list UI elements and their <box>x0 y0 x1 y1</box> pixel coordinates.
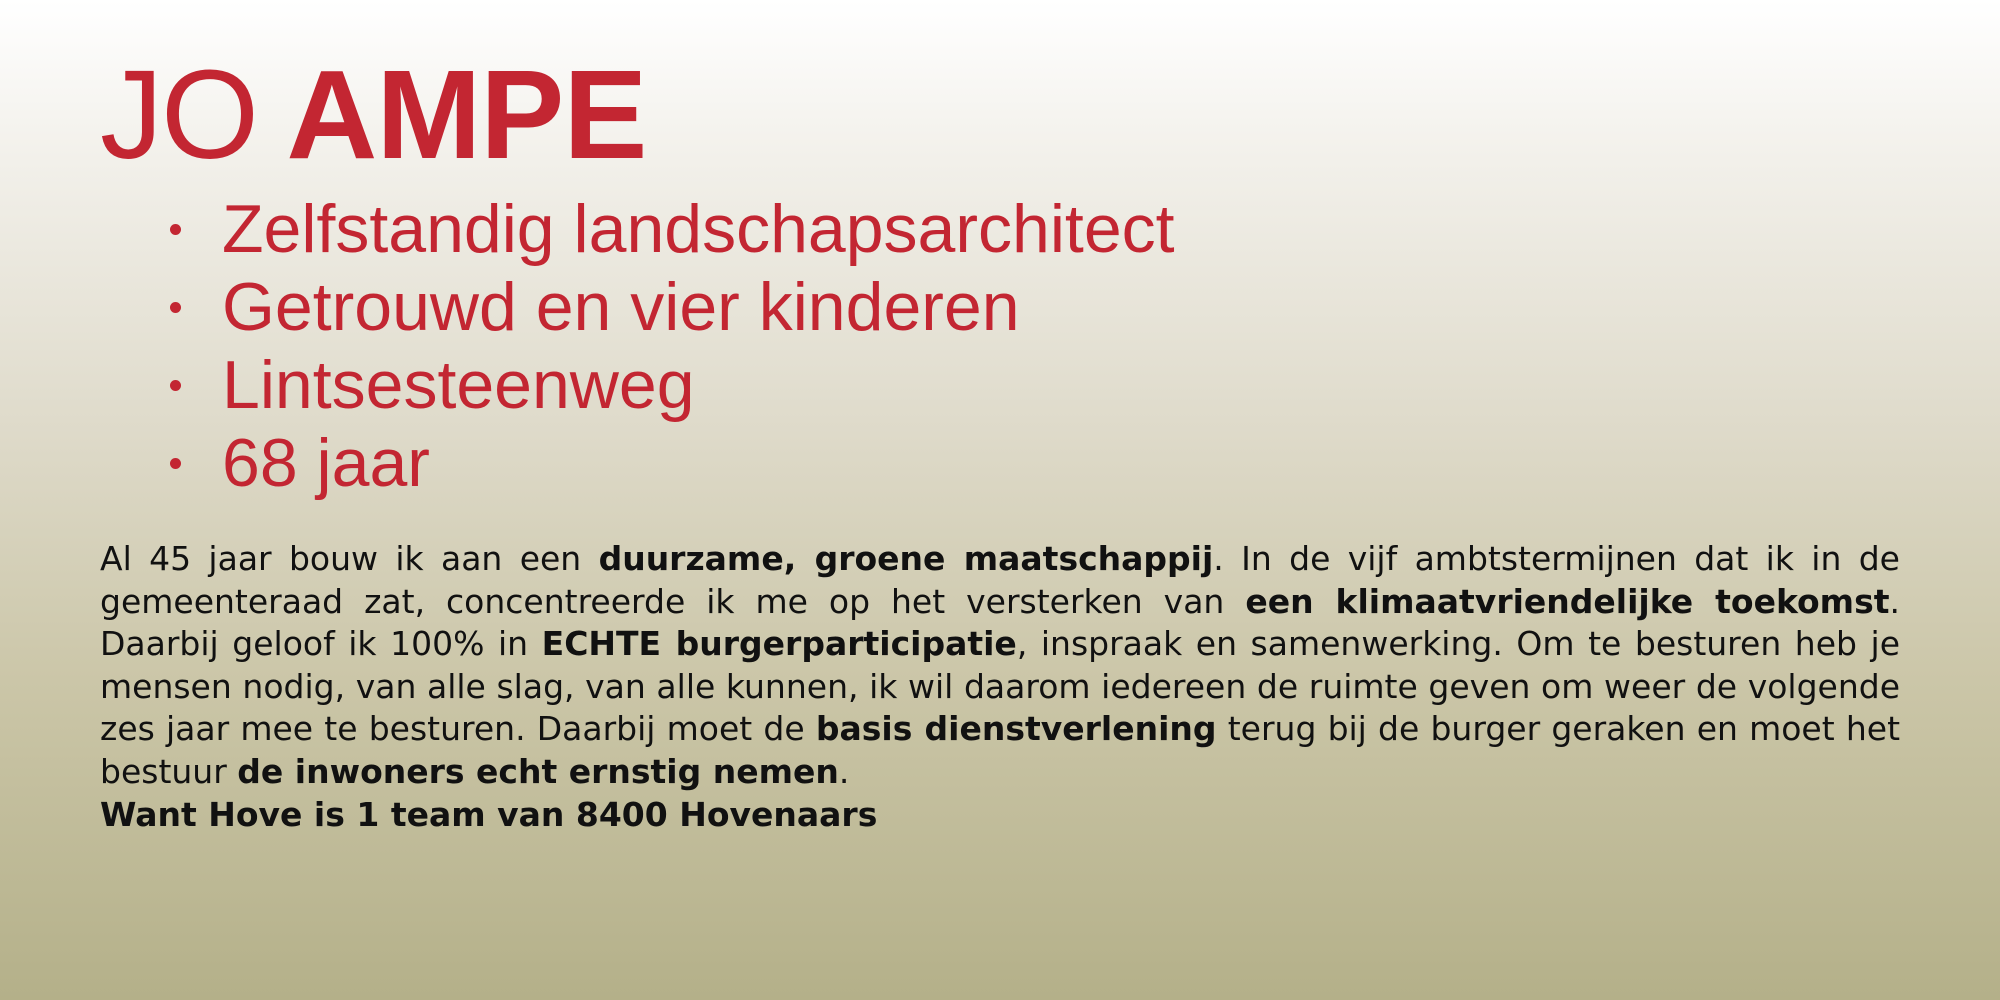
list-item <box>165 346 1175 424</box>
bio-paragraph <box>100 538 1900 793</box>
list-item <box>165 268 1175 346</box>
bullet-icon <box>170 302 181 313</box>
bullet-icon <box>170 458 181 469</box>
bio-text: . In de vijf ambtstermijnen dat ik in de gemeenteraad zat, concentreerde ik me op het versterken van <box>100 539 1900 621</box>
title-first-name: JO <box>100 44 258 185</box>
bio-text: . <box>838 751 850 791</box>
fact-text: 68 jaar <box>222 425 430 501</box>
bullet-icon <box>170 224 181 235</box>
bio-highlight: een klimaatvriendelijke toekomst <box>1245 581 1890 621</box>
bio-highlight: ECHTE burgerparticipatie <box>541 624 1017 663</box>
fact-text: Getrouwd en vier kinderen <box>222 269 1020 345</box>
slogan: Want Hove is 1 team van 8400 Hovenaars <box>100 795 878 834</box>
bio-text: , inspraak en samenwerking. Om te besturen heb je mensen nodig, van alle slag, van alle kunnen, ik wil daarom iedereen de ruimte geven om weer de volgende zes jaar mee te besturen. Daarbij moet de <box>100 624 1900 748</box>
page-title <box>100 40 646 190</box>
facts-list <box>165 190 1175 502</box>
fact-text: Zelfstandig landschapsarchitect <box>222 191 1175 267</box>
list-item <box>165 190 1175 268</box>
bio-text: terug bij de burger geraken en moet het bestuur <box>100 709 1901 791</box>
bio-text: Al 45 jaar bouw ik aan een <box>100 539 599 578</box>
bio-highlight: duurzame, groene maatschappij <box>598 539 1214 578</box>
bio-text: . Daarbij geloof ik 100% in <box>100 581 1900 663</box>
bullet-icon <box>170 380 181 391</box>
bio-highlight: basis dienstverlening <box>815 709 1217 748</box>
bio-highlight: de inwoners echt ernstig nemen <box>237 751 839 791</box>
list-item <box>165 424 1175 502</box>
title-last-name: AMPE <box>286 44 647 185</box>
fact-text: Lintsesteenweg <box>222 347 695 423</box>
